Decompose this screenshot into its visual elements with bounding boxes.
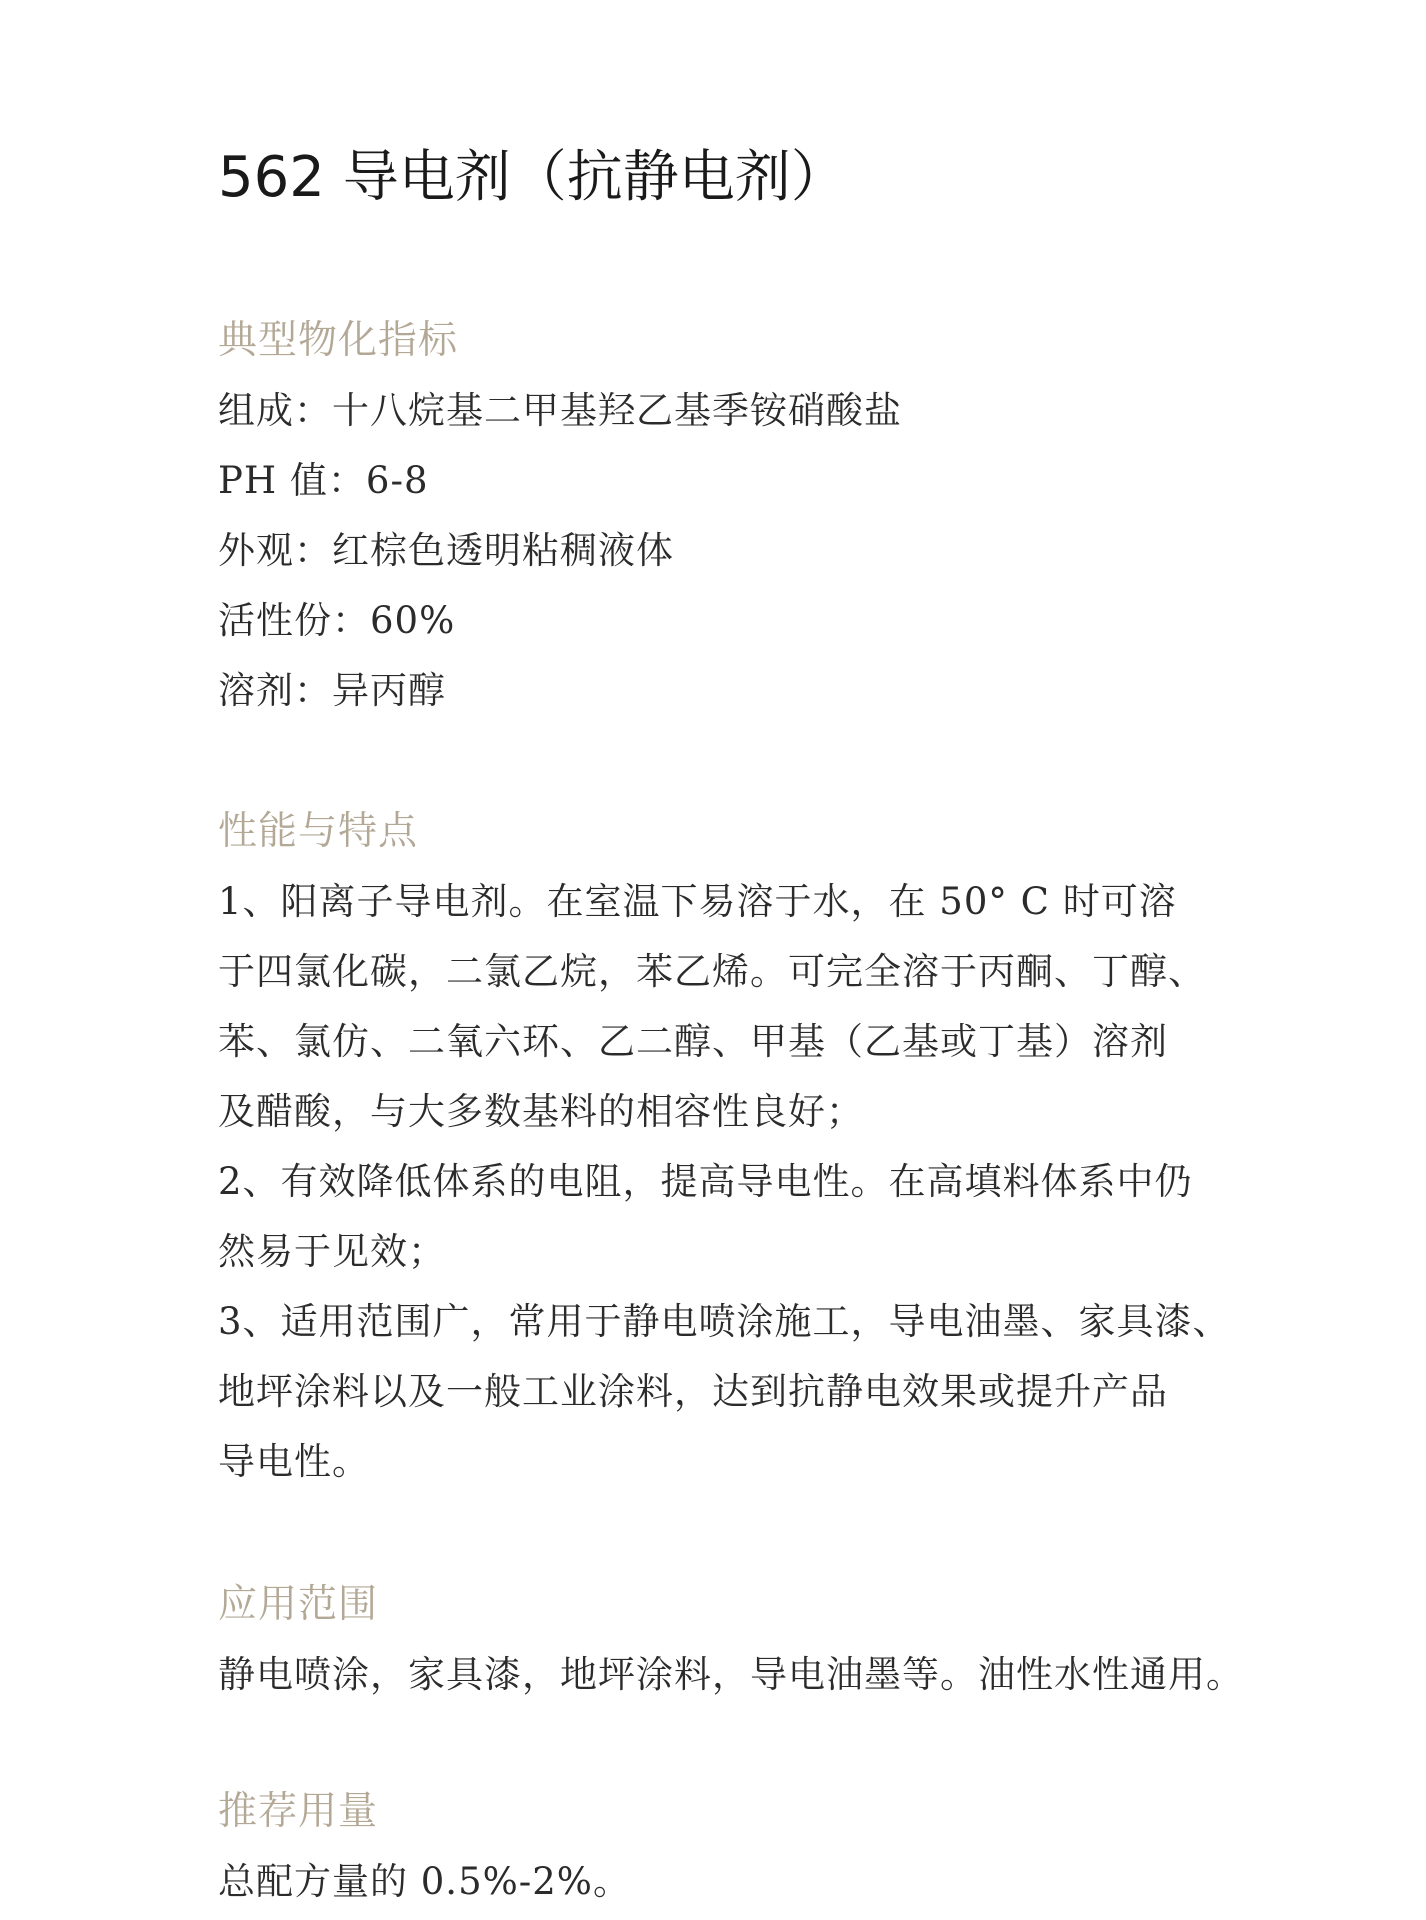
feature-line: 3、适用范围广，常用于静电喷涂施工，导电油墨、家具漆、 bbox=[218, 1300, 1231, 1343]
feature-line: 苯、氯仿、二氧六环、乙二醇、甲基（乙基或丁基）溶剂 bbox=[218, 1020, 1168, 1063]
section-heading-dosage: 推荐用量 bbox=[218, 1789, 379, 1834]
section-dosage bbox=[218, 1777, 1278, 1917]
property-active-content: 活性份：60% bbox=[218, 599, 456, 642]
section-heading-properties: 典型物化指标 bbox=[218, 318, 459, 363]
property-appearance: 外观：红棕色透明粘稠液体 bbox=[218, 529, 674, 572]
property-ph: PH 值：6-8 bbox=[218, 459, 429, 502]
section-features bbox=[218, 797, 1278, 1497]
section-properties bbox=[218, 306, 1278, 726]
section-application bbox=[218, 1570, 1278, 1710]
feature-line: 2、有效降低体系的电阻，提高导电性。在高填料体系中仍 bbox=[218, 1160, 1193, 1203]
feature-line: 于四氯化碳，二氯乙烷，苯乙烯。可完全溶于丙酮、丁醇、 bbox=[218, 950, 1206, 993]
feature-line: 地坪涂料以及一般工业涂料，达到抗静电效果或提升产品 bbox=[218, 1370, 1168, 1413]
feature-line: 导电性。 bbox=[218, 1440, 370, 1483]
section-heading-features: 性能与特点 bbox=[218, 809, 419, 854]
feature-line: 然易于见效； bbox=[218, 1230, 446, 1273]
feature-line: 及醋酸，与大多数基料的相容性良好； bbox=[218, 1090, 864, 1133]
property-solvent: 溶剂：异丙醇 bbox=[218, 669, 446, 712]
page-title: 562 导电剂（抗静电剂） bbox=[218, 145, 847, 210]
section-heading-application: 应用范围 bbox=[218, 1582, 379, 1627]
feature-line: 1、阳离子导电剂。在室温下易溶于水，在 50° C 时可溶 bbox=[218, 880, 1177, 923]
application-text: 静电喷涂，家具漆，地坪涂料，导电油墨等。油性水性通用。 bbox=[218, 1653, 1244, 1696]
property-composition: 组成：十八烷基二甲基羟乙基季铵硝酸盐 bbox=[218, 389, 902, 432]
dosage-text: 总配方量的 0.5%-2%。 bbox=[218, 1860, 631, 1903]
